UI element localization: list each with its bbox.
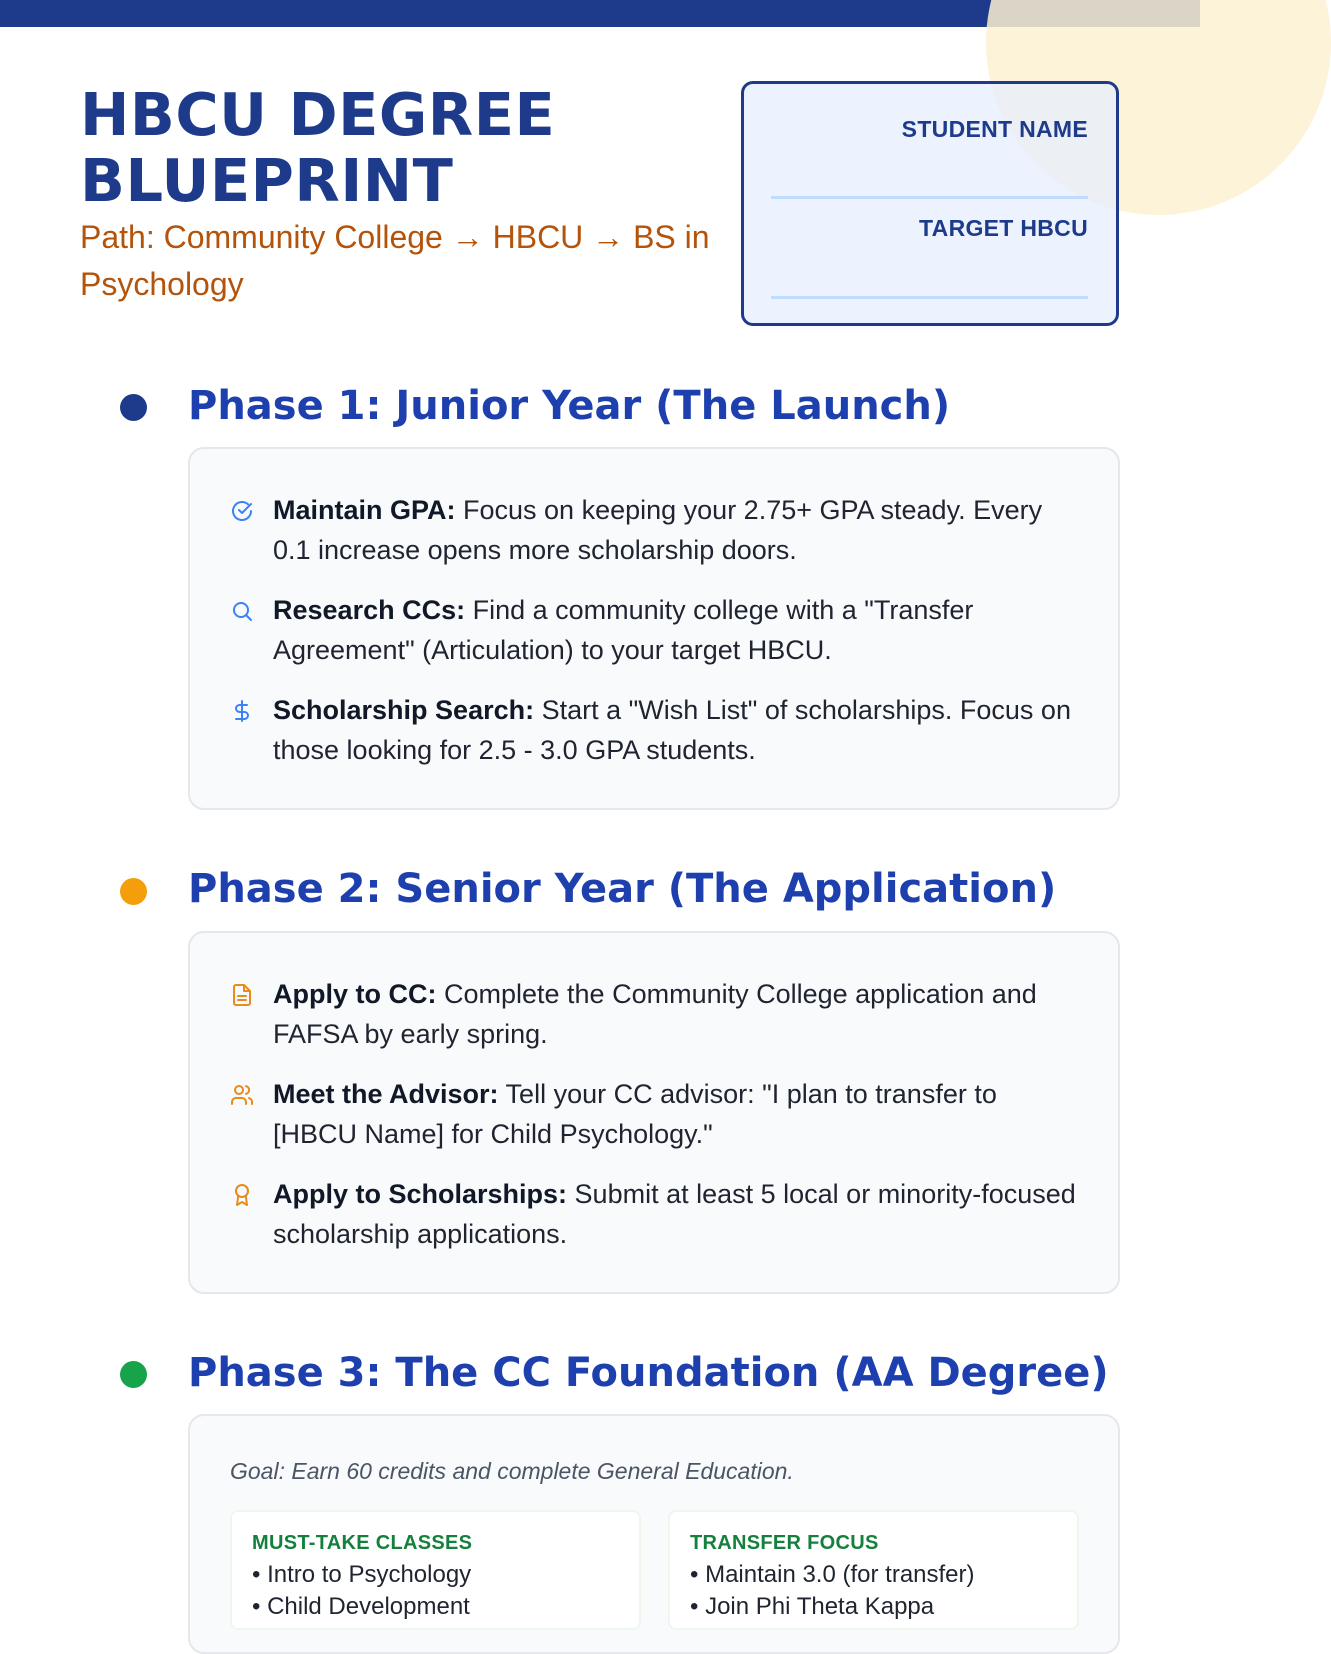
item-text: Submit at least 5 local or minority-focused scholarship applications. <box>273 1179 1076 1249</box>
phase-2-item-apply-cc <box>230 974 1080 1054</box>
phase-2-dot <box>120 878 147 905</box>
student-info-card <box>741 81 1119 326</box>
phase-3-dot <box>120 1361 147 1388</box>
item-bold: Research CCs: <box>273 595 466 625</box>
student-name-field[interactable] <box>771 196 1088 199</box>
item-bold: Apply to CC: <box>273 979 437 1009</box>
must-take-item: • Child Development <box>252 1593 470 1620</box>
document-icon <box>230 983 254 1007</box>
item-text: Find a community college with a "Transfer Agreement" (Articulation) to your target HBCU. <box>273 595 974 665</box>
must-take-item: • Intro to Psychology <box>252 1561 472 1588</box>
check-badge-icon <box>230 499 254 523</box>
transfer-focus-item: • Join Phi Theta Kappa <box>690 1593 935 1620</box>
item-text: Tell your CC advisor: "I plan to transfer to [HBCU Name] for Child Psychology." <box>273 1079 997 1149</box>
phase-1-title: Phase 1: Junior Year (The Launch) <box>188 383 951 429</box>
phase-1-dot <box>120 394 147 421</box>
transfer-focus-box <box>668 1510 1079 1630</box>
phase-1-item-scholarship <box>230 690 1080 770</box>
phase-2-item-scholarships <box>230 1174 1080 1254</box>
item-bold: Apply to Scholarships: <box>273 1179 568 1209</box>
phase-1-item-gpa <box>230 490 1080 570</box>
search-icon <box>230 599 254 623</box>
title-line-2: BLUEPRINT <box>80 146 454 215</box>
item-text: Start a "Wish List" of scholarships. Focus on those looking for 2.5 - 3.0 GPA students. <box>273 695 1071 765</box>
transfer-focus-item: • Maintain 3.0 (for transfer) <box>690 1561 975 1588</box>
users-icon <box>230 1083 254 1107</box>
item-text: Complete the Community College application and FAFSA by early spring. <box>273 979 1037 1049</box>
item-bold: Maintain GPA: <box>273 495 456 525</box>
title-line-1: HBCU DEGREE <box>80 80 556 149</box>
item-text: Focus on keeping your 2.75+ GPA steady. Every 0.1 increase opens more scholarship doors. <box>273 495 1043 565</box>
target-hbcu-label: TARGET HBCU <box>919 215 1088 241</box>
phase-1-item-research <box>230 590 1080 670</box>
page-title <box>80 82 680 214</box>
phase-1-card <box>188 447 1120 810</box>
must-take-classes-title: MUST-TAKE CLASSES <box>252 1532 473 1554</box>
student-name-label: STUDENT NAME <box>901 116 1088 142</box>
phase-3-card <box>188 1414 1120 1654</box>
phase-2-card <box>188 931 1120 1294</box>
phase-3-title: Phase 3: The CC Foundation (AA Degree) <box>188 1350 1109 1396</box>
phase-3-goal: Goal: Earn 60 credits and complete General Education. <box>230 1458 794 1484</box>
phase-2-title: Phase 2: Senior Year (The Application) <box>188 866 1057 912</box>
phase-2-item-advisor <box>230 1074 1080 1154</box>
must-take-classes-box <box>230 1510 641 1630</box>
path-subtitle: Path: Community College → HBCU → BS in Psychology <box>80 219 710 302</box>
item-bold: Meet the Advisor: <box>273 1079 499 1109</box>
dollar-icon <box>230 699 254 723</box>
target-hbcu-field[interactable] <box>771 296 1088 299</box>
transfer-focus-title: TRANSFER FOCUS <box>690 1532 879 1554</box>
award-icon <box>230 1183 254 1207</box>
item-bold: Scholarship Search: <box>273 695 535 725</box>
